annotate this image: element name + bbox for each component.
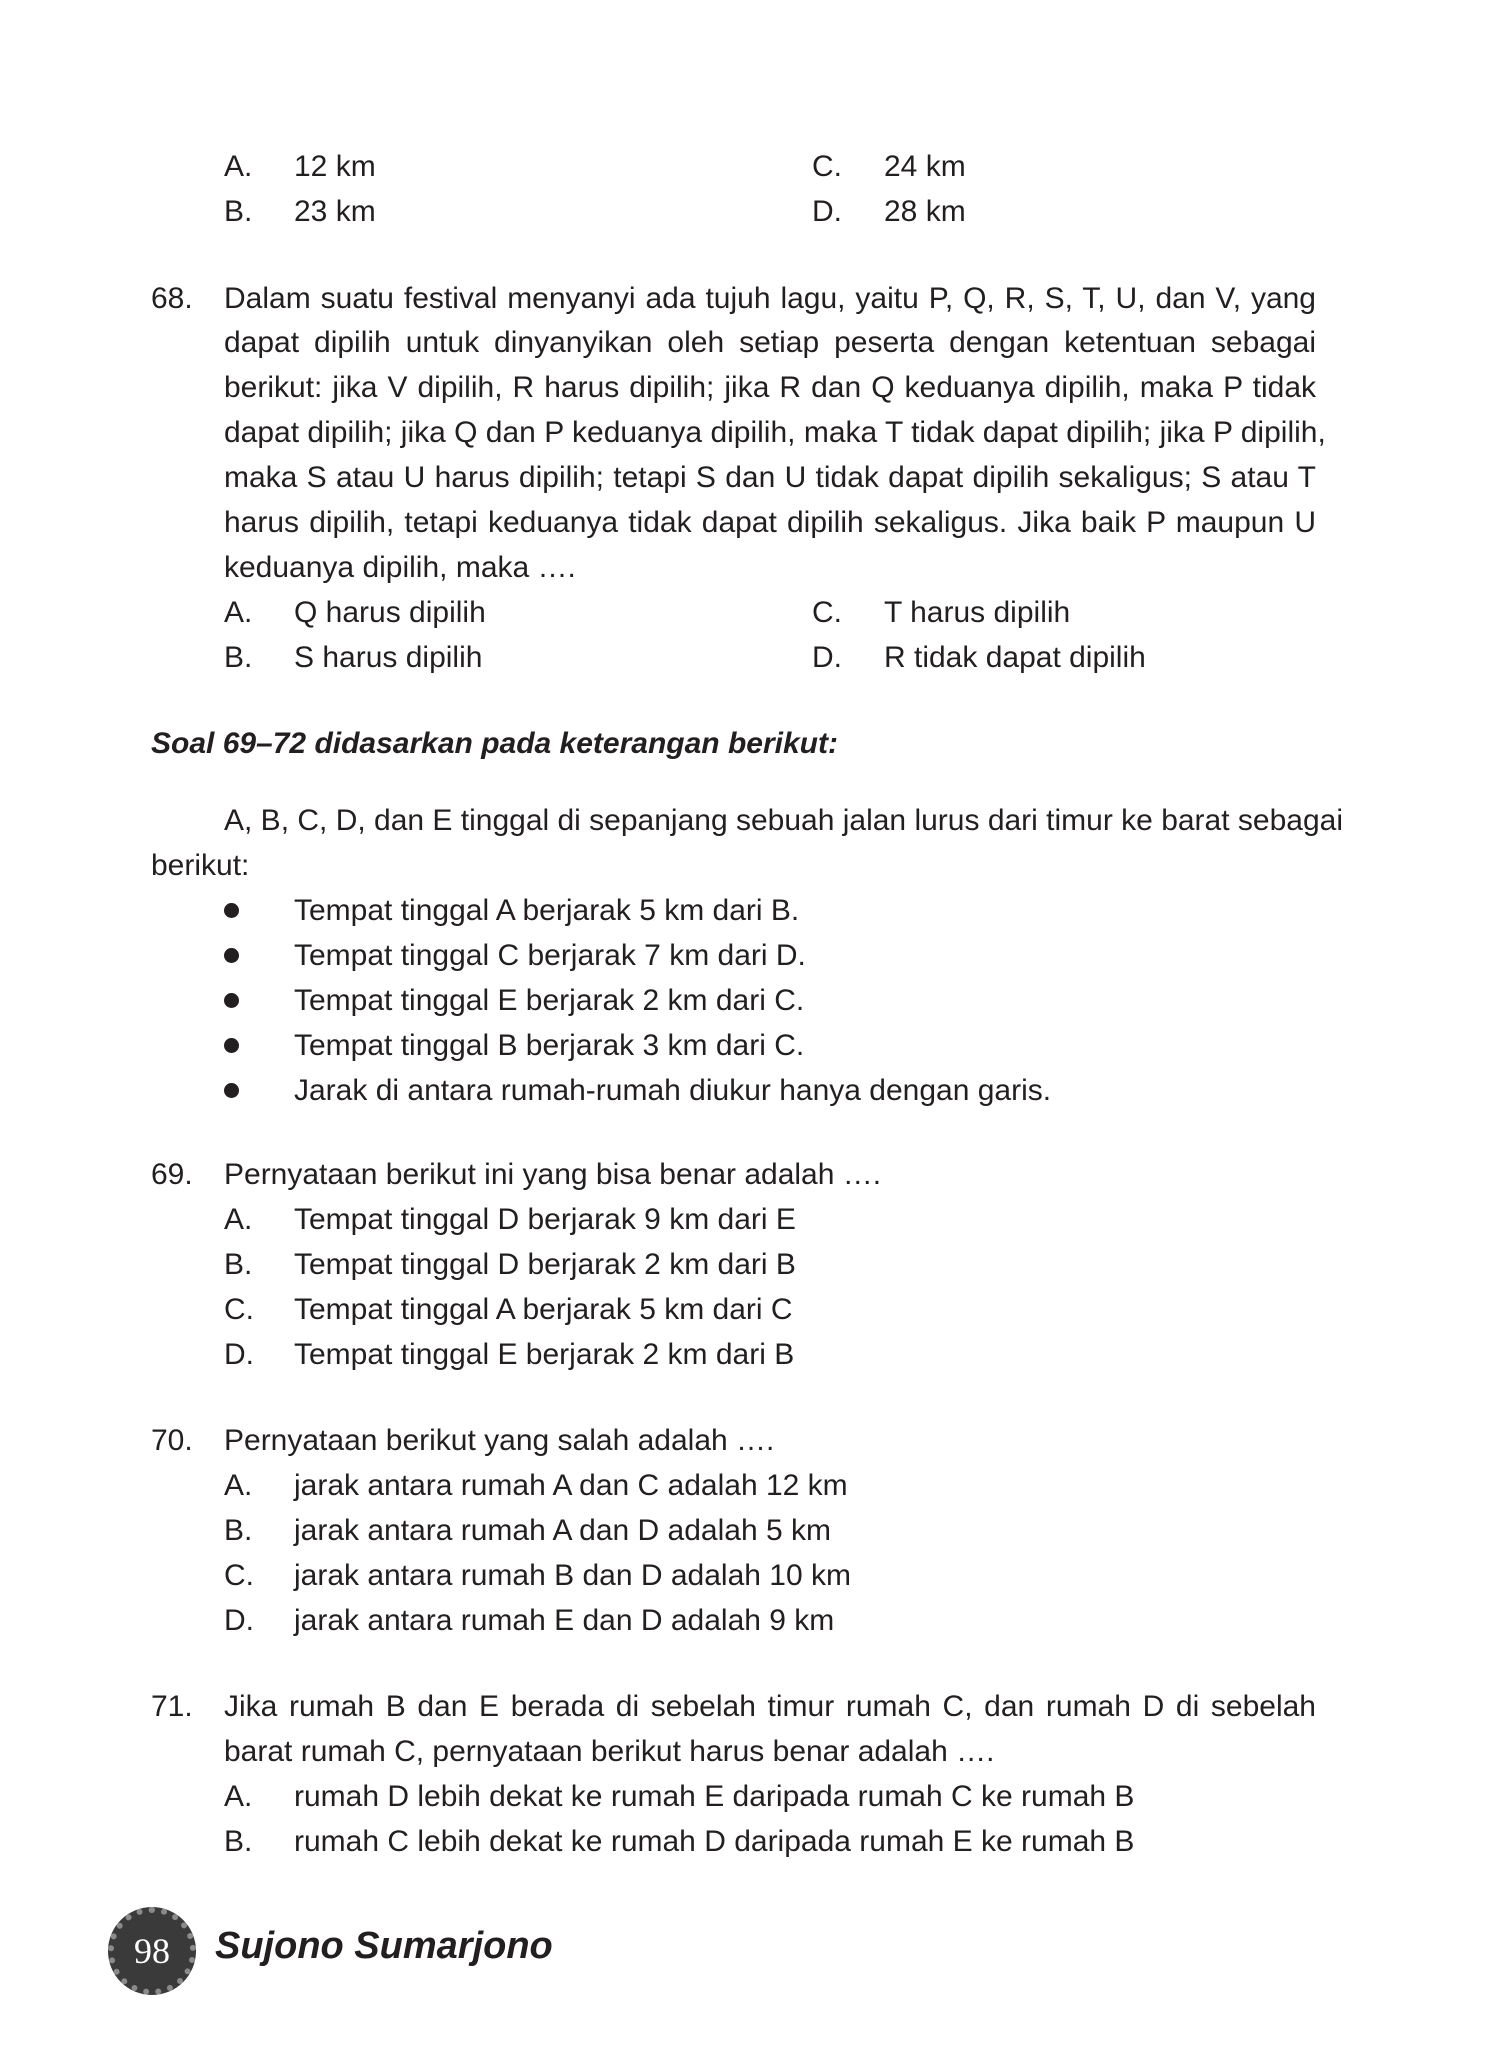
option-letter: B. <box>224 195 253 228</box>
option-letter: C. <box>812 150 842 183</box>
option-letter: D. <box>224 1338 254 1371</box>
option-letter: B. <box>224 1825 253 1858</box>
bullet-text: Tempat tinggal B berjarak 3 km dari C. <box>294 1029 805 1062</box>
bullet-dot <box>224 993 239 1008</box>
option-text: S harus dipilih <box>294 641 483 674</box>
option-letter: C. <box>224 1559 254 1592</box>
bullet-dot <box>224 1083 239 1098</box>
question-number: 71. <box>151 1690 193 1723</box>
bullet-dot <box>224 948 239 963</box>
option-letter: B. <box>224 1514 253 1547</box>
option-text: 12 km <box>294 150 376 183</box>
page-number: 98 <box>134 1931 170 1971</box>
option-letter: C. <box>224 1293 254 1326</box>
option-letter: D. <box>812 641 842 674</box>
option-text: Tempat tinggal D berjarak 9 km dari E <box>294 1203 796 1236</box>
question-text-line: dapat dipilih untuk dinyanyikan oleh setiap peserta dengan ketentuan sebagai <box>224 326 1316 359</box>
question-number: 69. <box>151 1158 193 1191</box>
bullet-text: Jarak di antara rumah-rumah diukur hanya dengan garis. <box>294 1074 1052 1107</box>
option-text: jarak antara rumah E dan D adalah 9 km <box>294 1604 835 1637</box>
option-text: 28 km <box>884 195 966 228</box>
option-text: jarak antara rumah A dan C adalah 12 km <box>294 1469 848 1502</box>
bullet-dot <box>224 1038 239 1053</box>
option-letter: D. <box>224 1604 254 1637</box>
option-letter: A. <box>224 150 253 183</box>
option-text: rumah C lebih dekat ke rumah D daripada rumah E ke rumah B <box>294 1825 1135 1858</box>
option-text: jarak antara rumah A dan D adalah 5 km <box>294 1514 831 1547</box>
question-number: 68. <box>151 282 193 315</box>
option-letter: B. <box>224 641 253 674</box>
question-text-line: maka S atau U harus dipilih; tetapi S dan U tidak dapat dipilih sekaligus; S atau T <box>224 461 1316 494</box>
option-text: jarak antara rumah B dan D adalah 10 km <box>294 1559 851 1592</box>
author-name: Sujono Sumarjono <box>215 1925 553 1967</box>
option-letter: A. <box>224 1203 253 1236</box>
question-text-line: keduanya dipilih, maka …. <box>224 551 576 584</box>
bullet-text: Tempat tinggal C berjarak 7 km dari D. <box>294 939 806 972</box>
question-number: 70. <box>151 1424 193 1457</box>
question-text-line: dapat dipilih; jika Q dan P keduanya dipilih, maka T tidak dapat dipilih; jika P dipilih, <box>224 416 1326 449</box>
option-letter: A. <box>224 596 253 629</box>
question-text-line: harus dipilih, tetapi keduanya tidak dapat dipilih sekaligus. Jika baik P maupun U <box>224 506 1316 539</box>
option-letter: C. <box>812 596 842 629</box>
bullet-dot <box>224 903 239 918</box>
option-text: rumah D lebih dekat ke rumah E daripada rumah C ke rumah B <box>294 1780 1135 1813</box>
option-text: 23 km <box>294 195 376 228</box>
question-text: Pernyataan berikut ini yang bisa benar adalah …. <box>224 1158 882 1191</box>
option-text: Tempat tinggal E berjarak 2 km dari B <box>294 1338 795 1371</box>
intro-line: berikut: <box>151 849 250 882</box>
question-text-line: Dalam suatu festival menyanyi ada tujuh lagu, yaitu P, Q, R, S, T, U, dan V, yang <box>224 282 1316 315</box>
option-text: Tempat tinggal D berjarak 2 km dari B <box>294 1248 796 1281</box>
option-text: Q harus dipilih <box>294 596 486 629</box>
option-text: T harus dipilih <box>884 596 1071 629</box>
option-text: 24 km <box>884 150 966 183</box>
question-text: Pernyataan berikut yang salah adalah …. <box>224 1424 775 1457</box>
question-text-line: Jika rumah B dan E berada di sebelah timur rumah C, dan rumah D di sebelah <box>224 1690 1316 1723</box>
question-text-line: barat rumah C, pernyataan berikut harus benar adalah …. <box>224 1735 995 1768</box>
question-text-line: berikut: jika V dipilih, R harus dipilih; jika R dan Q keduanya dipilih, maka P tidak <box>224 371 1316 404</box>
option-letter: B. <box>224 1248 253 1281</box>
option-text: R tidak dapat dipilih <box>884 641 1146 674</box>
option-letter: A. <box>224 1469 253 1502</box>
option-letter: A. <box>224 1780 253 1813</box>
bullet-text: Tempat tinggal A berjarak 5 km dari B. <box>294 894 800 927</box>
page-number-badge <box>108 1907 196 1995</box>
intro-line: A, B, C, D, dan E tinggal di sepanjang sebuah jalan lurus dari timur ke barat sebagai <box>224 804 1343 837</box>
option-letter: D. <box>812 195 842 228</box>
option-text: Tempat tinggal A berjarak 5 km dari C <box>294 1293 793 1326</box>
bullet-text: Tempat tinggal E berjarak 2 km dari C. <box>294 984 805 1017</box>
section-heading: Soal 69–72 didasarkan pada keterangan berikut: <box>151 727 838 760</box>
